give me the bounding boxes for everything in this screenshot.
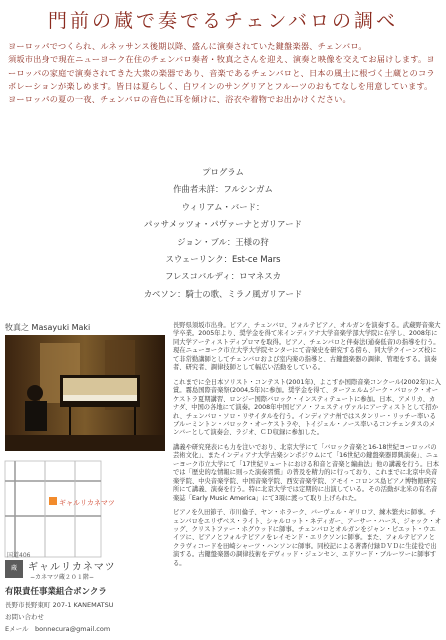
intro-paragraph: 須坂市出身で現在ニューヨーク在住のチェンバロ奏者・牧真之さんを迎え、演奏と映像を交えてお届けします。ヨーロッパの家庭で演奏されてきた大衆の楽器であり、音楽であるチェンバロと、日本の風土に根づく土蔵とのコラボレーションが楽しめます。皆日は夏らしく、白ワインのサングリアとフルーツのおもてなしを用意しています。ヨーロッパの夏の一夜、チェンバロの音色に耳を傾けに、浴衣や着物でお出かけください。: [8, 54, 435, 105]
contact-label: お問い合わせ: [5, 613, 44, 621]
program-item: 作曲者未詳：フルシンガム: [173, 184, 273, 195]
program-item: ジョン・ブル：王様の狩: [177, 236, 269, 247]
intro-text: [8, 40, 440, 106]
store-subtitle: −カネマツ蔵２０１階−: [30, 574, 94, 581]
map-store-label: ギャルリカネマツ: [59, 499, 115, 507]
store-name: ギャルリカネマツ: [28, 562, 116, 573]
program-item: パッサメッツォ・パヴァーナとガリアード: [143, 219, 303, 230]
program-heading: プログラム: [202, 167, 244, 177]
program-item: カベソン：騎士の歌、ミラノ風ガリアード: [143, 288, 303, 299]
store-logo-icon: 蔵: [5, 560, 23, 578]
contact-email[interactable]: Eメール bonnecura@gmail.com: [5, 625, 111, 633]
organizer-name: 有限責任事業組合ボンクラ: [5, 587, 107, 597]
program-list: [0, 164, 446, 303]
program-item: ウィリアム・バード：: [181, 201, 265, 212]
bio-paragraph: これまでに全日本ソリスト・コンテスト(2001年)、よこすか国際音楽コンクール(2002年)に入賞。霧島国際音楽祭(2004,5年)に参加。奨学金を得て、ターフェルムジーク・バロック・オーケストラ夏期講習、ロンジー国際バロック・インスティテュートに参加。日本、アメリカ、カナダ、中国の各地にて演奏。2008年中国ピアノ・フェスティヴァルにアーティストとして招かれ、チェンバロ・ソロ・リサイタルを行う。インディアナ州ではスタンリー・リッチー率いるブルーミントン・バロック・オーケストラや、トイジェル・ノース率いるコンチェンタスのメンバーとして演奏会、ラジオ、ＣＤ収録に参加した。: [173, 378, 441, 437]
program-item: スウェーリンク：Est-ce Mars: [165, 254, 281, 265]
store-address: 長野市長野東町 207-1 KANEMATSU: [5, 601, 114, 609]
performer-bio: [173, 322, 441, 574]
performer-name: 牧真之 Masayuki Maki: [5, 323, 91, 332]
performer-photo: [5, 335, 165, 451]
map-road-label: 国道406: [7, 552, 31, 559]
program-item: フレスコバルディ：ロマネスカ: [165, 271, 281, 282]
access-map: [5, 461, 115, 559]
bio-paragraph: 講義や研究発表にも力を注いでおり、北京大学にて「バロック音楽と16-18世紀ヨーロッパの芸術文化」、またインディアナ大学古楽シンポジウムにて「16世紀の鍵盤楽器即興演奏」、ニューヨーク市立大学にて「17世紀リュートにおける和音と音楽と編曲法」他の講義を行う。日本では「歴史的な情報に則った演奏習慣」の普及を精力的に行っており、これまでに北京中央音楽学院、中央音楽学院、中国音楽学院、西安音楽学院、アモイ・コロンス島ピアノ博物館研究所にて講義、演奏を行う。特に北京大学では定期的に出演している。その活動が北米の有名音楽誌「Early Music America」にて3項に渡って取り上げられた。: [173, 443, 439, 502]
bio-paragraph: 長野県須坂市出身。ピアノ、チェンバロ、フォルテピアノ、オルガンを演奏する。武蔵野音楽大学卒業。2005年より、奨学金を得て米インディアナ大学音楽学部大学院に在学し、2008年に同大学アーティストディプロマを取得。ピアノ、チェンバロと伴奏法(通奏低音)の指導を行う。現在ニューヨーク市立大学大学院センターにて音楽史を研究する傍ら、同大学クイーンズ校にて非常勤講師としてチェンバロおよび室内楽の指導と、古鍵盤楽器の調律、管理をする。演奏者、研究者、調律技師として幅広い活動をしている。: [173, 322, 441, 372]
page-title: 門前の蔵で奏でるチェンバロの調べ: [47, 10, 399, 32]
bio-paragraph: ピアノを久田節子、市川倫子、ヤン・ホラーク、バーヴェル・ギリロフ、練木繁夫に師事。チェンバロをエリザベス・ライト、シャルロット・ネディガー、アーサー・ハース、ジャック・オッグ、クリストファー・ホグウッドに師事。チェンバロとオルガンをジャン・ピエット・ウエイツに、ピアノとフォルテピアノをレイモンド・エリクソンに師事。また、フォルテピアノとクラヴィコードを田崎シャーツ・ハンソンに師事。同校記による著書付録ＤＶＤに生徒役で出演する。古鍵盤楽器の調律技術をデヴィッド・ジェンセン、エドワード・ブルーワーに師事する。: [173, 509, 441, 567]
intro-paragraph: ヨーロッパでつくられ、ルネッサンス後期以降、盛んに演奏されていた鍵盤楽器、チェンバロ。: [8, 41, 367, 51]
